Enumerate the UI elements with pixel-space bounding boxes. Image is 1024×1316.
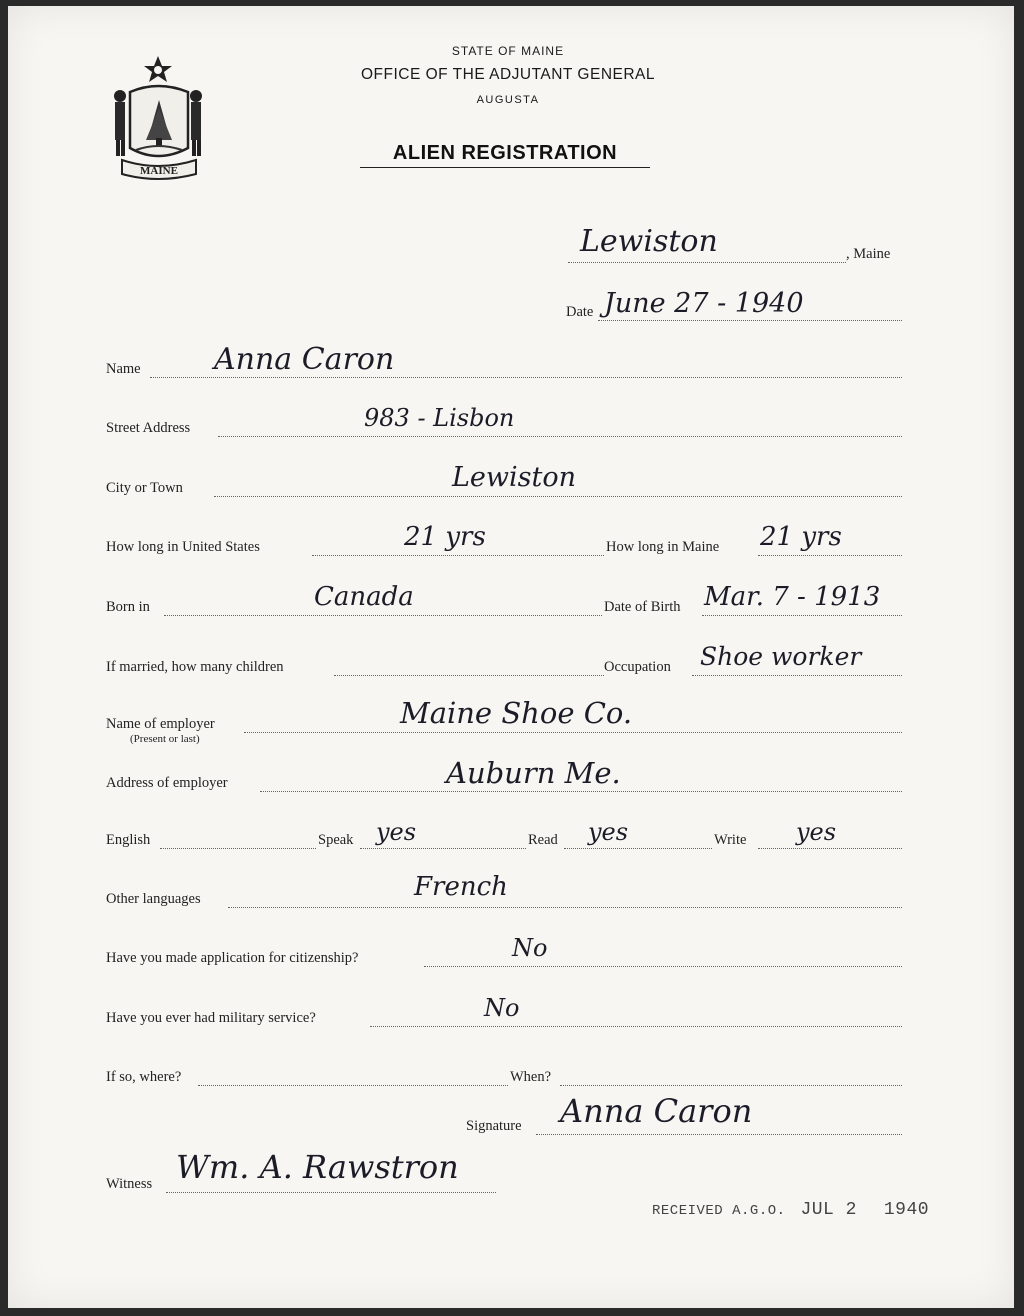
signature-value: Anna Caron (560, 1092, 753, 1130)
city-line (214, 496, 902, 497)
how-long-us-label: How long in United States (106, 539, 260, 555)
speak-value: yes (376, 818, 417, 846)
street-line (218, 436, 902, 437)
speak-label: Speak (318, 832, 354, 848)
how-long-maine-line (758, 555, 902, 556)
dob-value: Mar. 7 - 1913 (704, 582, 881, 612)
occupation-label: Occupation (604, 659, 671, 675)
children-line (334, 675, 604, 676)
employer-value: Maine Shoe Co. (400, 696, 633, 730)
born-in-line (164, 615, 602, 616)
employer-address-value: Auburn Me. (446, 756, 621, 790)
children-label: If married, how many children (106, 659, 284, 675)
name-label: Name (106, 361, 141, 377)
born-in-label: Born in (106, 599, 150, 615)
employer-address-line (260, 791, 902, 792)
town-value: Lewiston (580, 224, 718, 259)
maine-label: , Maine (846, 246, 891, 262)
military-value: No (484, 994, 520, 1022)
name-value: Anna Caron (214, 342, 395, 377)
read-value: yes (588, 818, 629, 846)
how-long-maine-label: How long in Maine (606, 539, 720, 555)
other-languages-label: Other languages (106, 891, 201, 907)
form-title: ALIEN REGISTRATION (360, 142, 650, 168)
citizenship-label: Have you made application for citizenship? (106, 950, 359, 966)
employer-line (244, 732, 902, 733)
dob-label: Date of Birth (604, 599, 681, 615)
how-long-maine-value: 21 yrs (760, 522, 842, 552)
received-stamp (652, 1200, 929, 1220)
other-languages-line (228, 907, 902, 908)
citizenship-line (424, 966, 902, 967)
employer-address-label: Address of employer (106, 775, 228, 791)
street-label: Street Address (106, 420, 191, 436)
stamp-text: RECEIVED A.G.O. (652, 1203, 786, 1219)
write-value: yes (796, 818, 837, 846)
dob-line (702, 615, 902, 616)
registration-form-page (8, 6, 1014, 1308)
military-line (370, 1026, 902, 1027)
employer-sublabel: (Present or last) (130, 733, 200, 745)
street-value: 983 - Lisbon (364, 404, 515, 432)
read-line (564, 848, 712, 849)
where-line (198, 1085, 508, 1086)
when-line (560, 1085, 902, 1086)
signature-label: Signature (466, 1118, 522, 1134)
date-label: Date (566, 304, 594, 320)
witness-line (166, 1192, 496, 1193)
born-in-value: Canada (314, 582, 414, 612)
occupation-value: Shoe worker (700, 642, 862, 671)
other-languages-value: French (414, 872, 508, 902)
citizenship-value: No (512, 934, 548, 962)
how-long-us-line (312, 555, 604, 556)
date-value: June 27 - 1940 (604, 288, 804, 319)
employer-label: Name of employer (106, 716, 215, 732)
english-line (160, 848, 316, 849)
stamp-year: 1940 (883, 1200, 930, 1220)
speak-line (360, 848, 526, 849)
signature-line (536, 1134, 902, 1135)
when-label: When? (510, 1069, 552, 1085)
read-label: Read (528, 832, 558, 848)
name-line (150, 377, 902, 378)
date-line (598, 320, 902, 321)
occupation-line (692, 675, 902, 676)
city-value: Lewiston (452, 462, 577, 493)
city-label: City or Town (106, 480, 183, 496)
write-label: Write (714, 832, 747, 848)
header-state: STATE OF MAINE (451, 44, 565, 58)
witness-value: Wm. A. Rawstron (176, 1148, 459, 1186)
where-label: If so, where? (106, 1069, 182, 1085)
military-label: Have you ever had military service? (106, 1010, 316, 1026)
how-long-us-value: 21 yrs (404, 522, 486, 552)
stamp-date: JUL 2 (800, 1200, 857, 1220)
header-city: AUGUSTA (476, 94, 540, 106)
write-line (758, 848, 902, 849)
seal-banner-text: MAINE (140, 165, 178, 177)
witness-label: Witness (106, 1176, 153, 1192)
english-label: English (106, 832, 151, 848)
header-office: OFFICE OF THE ADJUTANT GENERAL (360, 66, 656, 83)
town-line (568, 262, 846, 263)
